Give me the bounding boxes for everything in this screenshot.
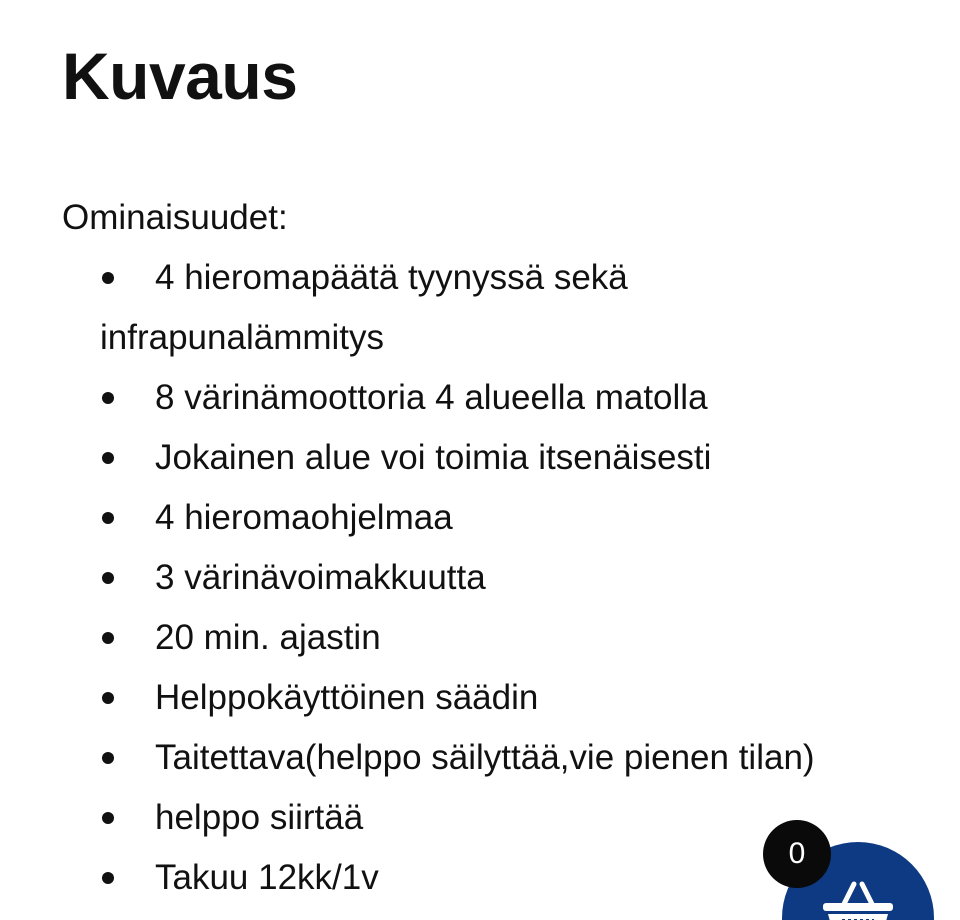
list-item: helppo siirtää <box>100 788 950 848</box>
list-item: 8 värinämoottoria 4 alueella matolla <box>100 368 950 428</box>
list-item: Jokainen alue voi toimia itsenäisesti <box>100 428 950 488</box>
list-item: Helppokäyttöinen säädin <box>100 668 950 728</box>
list-item: 4 hieromapäätä tyynyssä sekä infrapunalämmitys <box>100 248 700 368</box>
list-item: Takuu 12kk/1v <box>100 848 950 908</box>
feature-list <box>100 248 950 908</box>
list-item: 3 värinävoimakkuutta <box>100 548 950 608</box>
cart-count-badge[interactable]: 0 <box>763 820 831 888</box>
list-item: 4 hieromaohjelmaa <box>100 488 950 548</box>
list-item: 20 min. ajastin <box>100 608 950 668</box>
features-intro: Ominaisuudet: <box>62 198 288 237</box>
section-title: Kuvaus <box>62 39 298 113</box>
shopping-basket-icon <box>820 878 896 920</box>
list-item: Taitettava(helppo säilyttää,vie pienen tilan) <box>100 728 950 788</box>
